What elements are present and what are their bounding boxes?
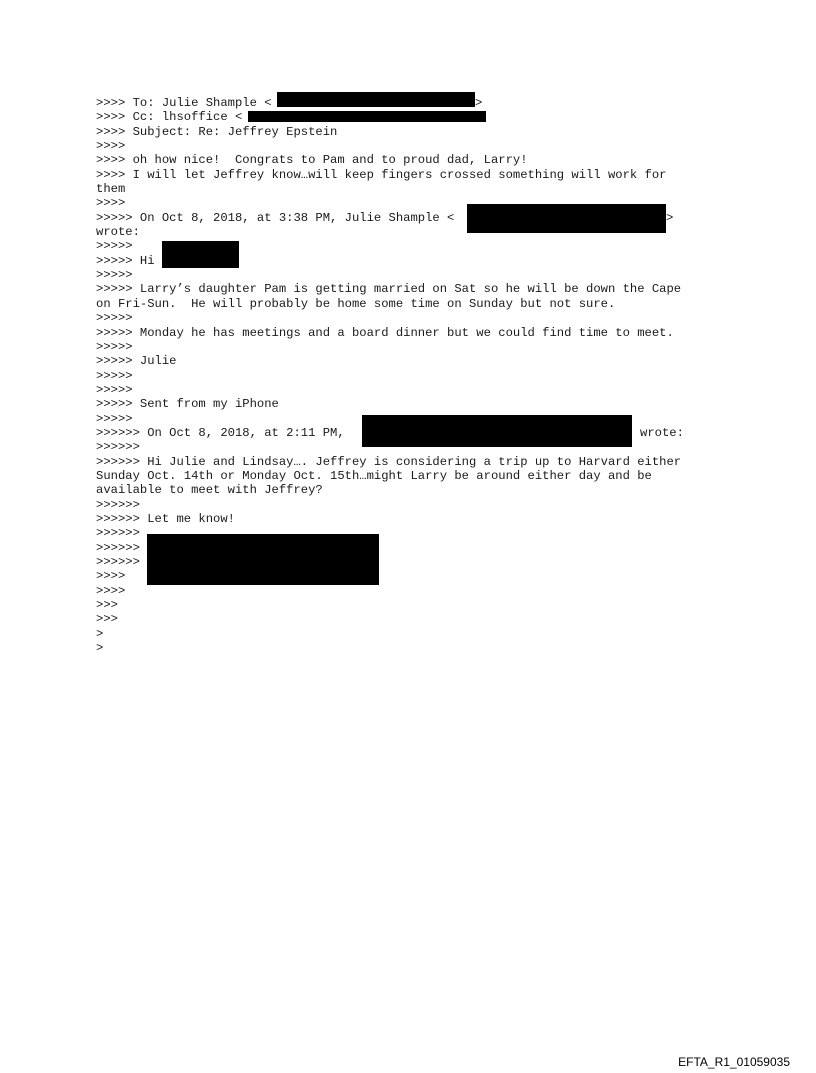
to-line-text: >>>> To: Julie Shample < <box>96 96 272 110</box>
quote-line: >>>>>> <box>96 497 140 512</box>
quote-line: >>>> <box>96 139 126 154</box>
quote-line: >>>> <box>96 569 126 584</box>
message-line: >>>> I will let Jeffrey know…will keep fingers crossed something will work for <box>96 167 667 182</box>
email-body <box>96 96 736 655</box>
quote-line: >>>>>> <box>96 526 140 541</box>
quote-line: >>>>> <box>96 411 133 426</box>
quote-line <box>96 541 736 555</box>
quote-line: >>>> <box>96 196 126 211</box>
message-line: >>>> oh how nice! Congrats to Pam and to proud dad, Larry! <box>96 153 528 168</box>
to-line <box>96 96 736 110</box>
message-line: >>>>>> Let me know! <box>96 511 235 526</box>
cc-line <box>96 110 736 124</box>
quote-line: >>>>> <box>96 268 133 283</box>
quote-line: >>>>> <box>96 339 133 354</box>
cc-line-text: >>>> Cc: lhsoffice < <box>96 110 243 125</box>
message-line: >>>>> Larry’s daughter Pam is getting married on Sat so he will be down the Cape <box>96 282 682 297</box>
message-line: >>>>>> Hi Julie and Lindsay…. Jeffrey is considering a trip up to Harvard either <box>96 454 682 469</box>
message-line: wrote: <box>96 225 140 240</box>
quote-line: > <box>96 626 104 641</box>
header-line <box>96 211 736 225</box>
close-bracket: > <box>475 96 483 110</box>
quote-line: >>>> <box>96 583 126 598</box>
close-bracket: > <box>666 210 674 225</box>
quote-line: >>>>> <box>96 239 133 254</box>
wrote-label: wrote: <box>640 425 684 440</box>
quote-line: >>> <box>96 598 118 613</box>
redaction-block <box>248 111 486 122</box>
quote-line: >>>>> <box>96 382 133 397</box>
quote-line: >>>>>> <box>96 555 140 569</box>
quote-line: >>>>>> <box>96 440 140 455</box>
quote-line: >>>>> <box>96 368 133 383</box>
quote-line-text: >>>>>> <box>96 540 140 555</box>
redaction-block <box>277 92 475 107</box>
header-line-text: >>>>> On Oct 8, 2018, at 3:38 PM, Julie Shample < <box>96 210 455 225</box>
document-id: EFTA_R1_01059035 <box>678 1055 790 1069</box>
subject-line: >>>> Subject: Re: Jeffrey Epstein <box>96 124 338 139</box>
message-line: Sunday Oct. 14th or Monday Oct. 15th…might Larry be around either day and be <box>96 468 652 483</box>
greeting-line <box>96 254 736 268</box>
message-line: >>>>> Sent from my iPhone <box>96 397 279 412</box>
quote-line: > <box>96 641 104 656</box>
header-line <box>96 426 736 440</box>
greeting-line-text: >>>>> Hi <box>96 253 155 268</box>
message-line: >>>>> Monday he has meetings and a board dinner but we could find time to meet. <box>96 325 674 340</box>
quote-line: >>>>> <box>96 311 133 326</box>
quote-line: >>> <box>96 612 118 627</box>
redaction-block <box>162 241 239 268</box>
header-line-text: >>>>>> On Oct 8, 2018, at 2:11 PM, <box>96 425 345 440</box>
signature-line: >>>>> Julie <box>96 354 177 369</box>
message-line: on Fri-Sun. He will probably be home some time on Sunday but not sure. <box>96 296 616 311</box>
message-line: them <box>96 182 126 197</box>
message-line: available to meet with Jeffrey? <box>96 483 323 498</box>
